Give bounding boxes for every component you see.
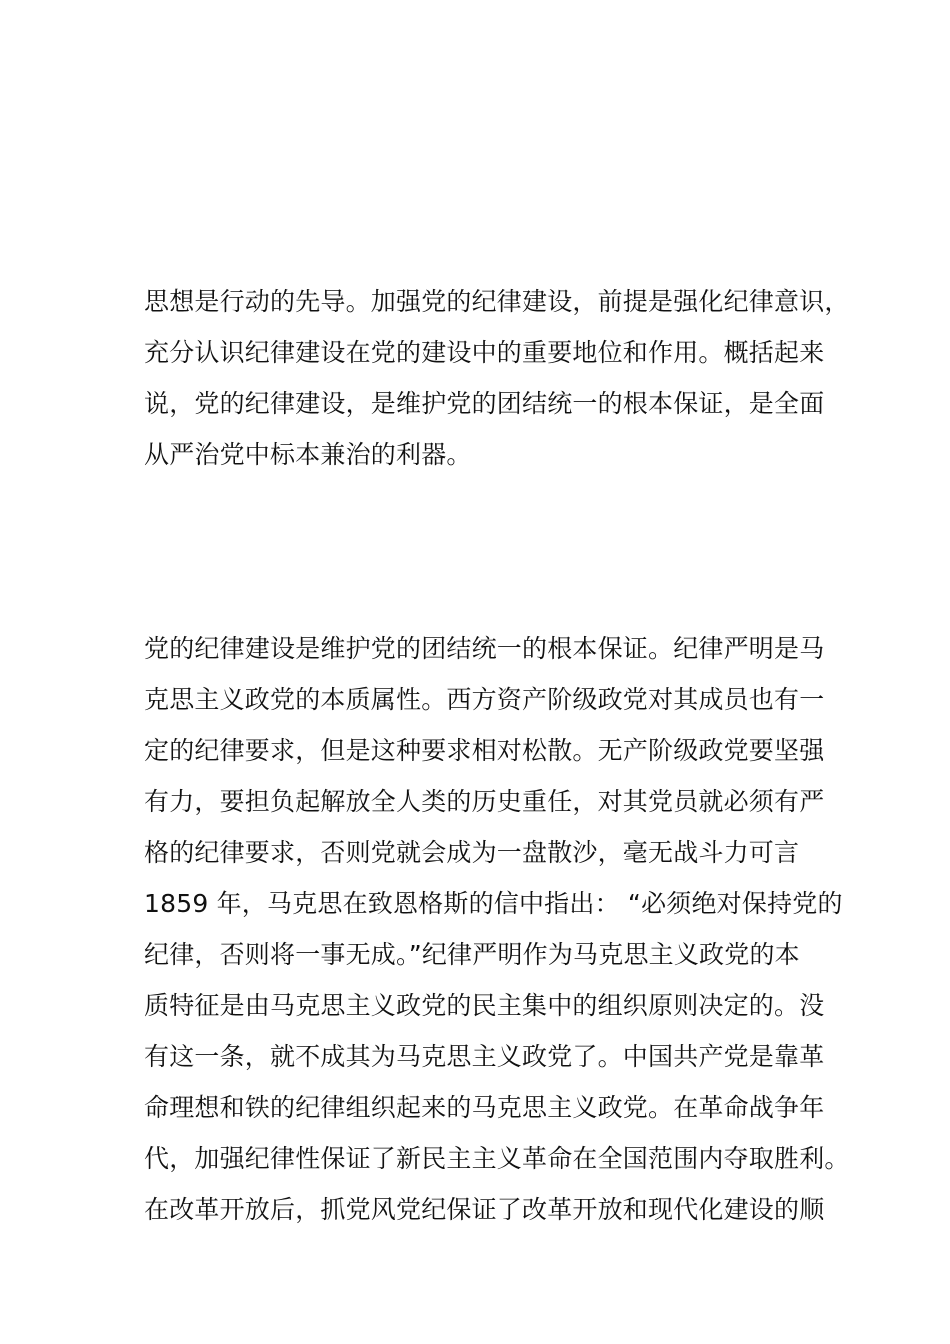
text-line: 命理想和铁的纪律组织起来的马克思主义政党。在革命战争年: [144, 1093, 825, 1122]
paragraph-party-unity: [144, 623, 850, 1235]
text-line: 1859 年，马克思在致恩格斯的信中指出： “必须绝对保持党的: [144, 889, 843, 918]
text-line: 定的纪律要求，但是这种要求相对松散。无产阶级政党要坚强: [144, 736, 825, 765]
paragraph-discipline-awareness: [144, 276, 850, 480]
text-line: 质特征是由马克思主义政党的民主集中的组织原则决定的。没: [144, 991, 825, 1020]
text-line: 格的纪律要求，否则党就会成为一盘散沙，毫无战斗力可言: [144, 838, 800, 867]
text-line: 代，加强纪律性保证了新民主主义革命在全国范围内夺取胜利。: [144, 1144, 850, 1173]
text-line: 有这一条，就不成其为马克思主义政党了。中国共产党是靠革: [144, 1042, 825, 1071]
text-line: 思想是行动的先导。加强党的纪律建设，前提是强化纪律意识，: [144, 287, 850, 316]
text-line: 克思主义政党的本质属性。西方资产阶级政党对其成员也有一: [144, 685, 825, 714]
text-line: 党的纪律建设是维护党的团结统一的根本保证。纪律严明是马: [144, 634, 825, 663]
text-line: 充分认识纪律建设在党的建设中的重要地位和作用。概括起来: [144, 338, 825, 367]
text-line: 从严治党中标本兼治的利器。: [144, 440, 472, 469]
text-line: 纪律，否则将一事无成。”纪律严明作为马克思主义政党的本: [144, 940, 800, 969]
text-line: 有力，要担负起解放全人类的历史重任，对其党员就必须有严: [144, 787, 825, 816]
text-line: 说，党的纪律建设，是维护党的团结统一的根本保证，是全面: [144, 389, 825, 418]
text-line: 在改革开放后，抓党风党纪保证了改革开放和现代化建设的顺: [144, 1195, 825, 1224]
